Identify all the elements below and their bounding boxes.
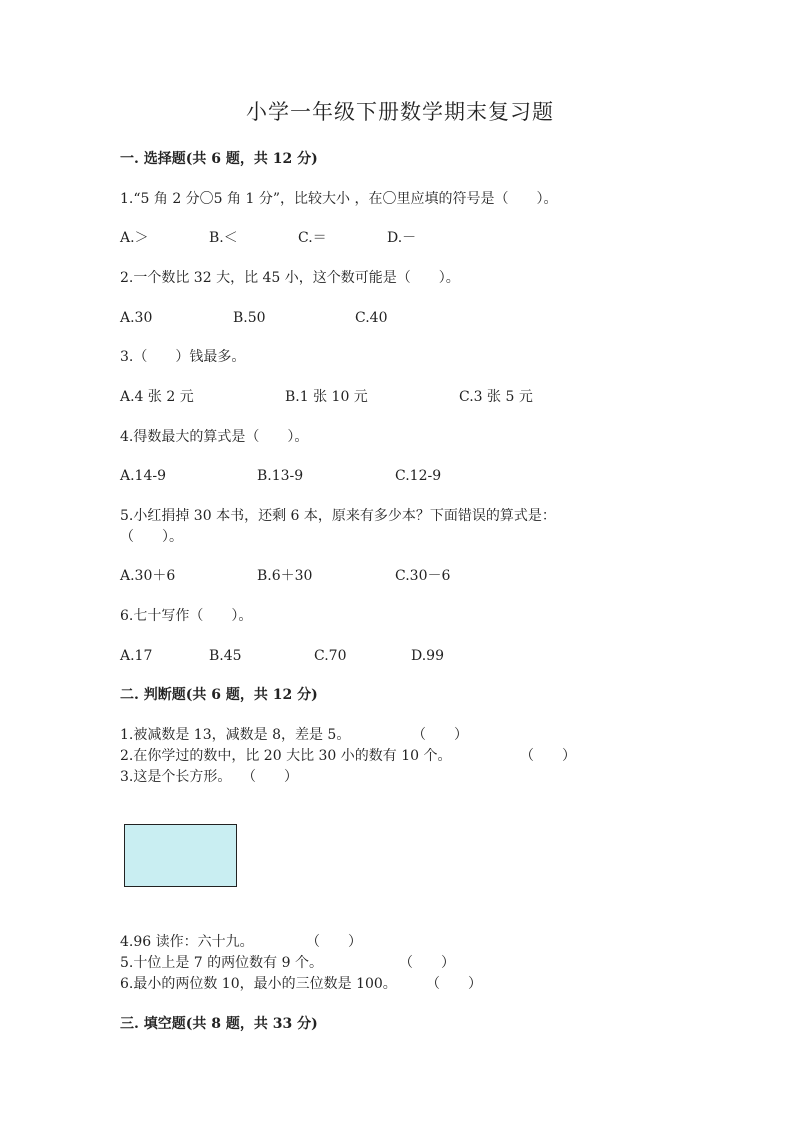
section-heading-fill-in: 三. 填空题(共 8 题，共 33 分) bbox=[120, 1016, 318, 1032]
judgment-item: 4.96 读作：六十九。 bbox=[120, 934, 254, 950]
question-text: 1.“5 角 2 分〇5 角 1 分”，比较大小 ，在〇里应填的符号是（ ）。 bbox=[120, 191, 558, 207]
page-title: 小学一年级下册数学期末复习题 bbox=[246, 100, 554, 124]
answer-paren: （ ） bbox=[306, 934, 362, 950]
judgment-item: 3.这是个长方形。 bbox=[120, 769, 232, 785]
judgment-item: 6.最小的两位数 10，最小的三位数是 100。 bbox=[120, 976, 397, 992]
option: C.3 张 5 元 bbox=[459, 389, 533, 405]
option: A.＞ bbox=[120, 230, 149, 246]
answer-paren: （ ） bbox=[399, 955, 455, 971]
section-heading-choice: 一. 选择题(共 6 题，共 12 分) bbox=[120, 151, 318, 167]
judgment-item: 5.十位上是 7 的两位数有 9 个。 bbox=[120, 955, 323, 971]
option: A.14-9 bbox=[120, 468, 167, 484]
option: C.70 bbox=[314, 648, 347, 664]
option: B.50 bbox=[233, 310, 266, 326]
option: C.40 bbox=[355, 310, 388, 326]
option: B.6＋30 bbox=[257, 568, 313, 584]
answer-paren: （ ） bbox=[412, 727, 468, 743]
option: D.－ bbox=[387, 230, 417, 246]
option: B.13-9 bbox=[257, 468, 304, 484]
answer-paren: （ ） bbox=[520, 748, 576, 764]
judgment-item: 2.在你学过的数中，比 20 大比 30 小的数有 10 个。 bbox=[120, 748, 452, 764]
question-text-continued: （ ）。 bbox=[120, 529, 183, 545]
option: B.＜ bbox=[209, 230, 238, 246]
question-text: 4.得数最大的算式是（ ）。 bbox=[120, 429, 309, 445]
section-heading-judgment: 二. 判断题(共 6 题，共 12 分) bbox=[120, 687, 318, 703]
answer-paren: （ ） bbox=[426, 976, 482, 992]
option: C.＝ bbox=[298, 230, 327, 246]
option: C.12-9 bbox=[395, 468, 442, 484]
option: B.1 张 10 元 bbox=[285, 389, 368, 405]
option: A.30 bbox=[120, 310, 153, 326]
option: A.4 张 2 元 bbox=[120, 389, 194, 405]
option: C.30－6 bbox=[395, 568, 451, 584]
question-text: 5.小红捐掉 30 本书，还剩 6 本，原来有多少本？下面错误的算式是： bbox=[120, 508, 556, 524]
judgment-item: 1.被减数是 13，减数是 8，差是 5。 bbox=[120, 727, 351, 743]
question-text: 3.（ ）钱最多。 bbox=[120, 349, 246, 365]
option: B.45 bbox=[209, 648, 242, 664]
option: D.99 bbox=[411, 648, 444, 664]
option: A.17 bbox=[120, 648, 153, 664]
option: A.30＋6 bbox=[120, 568, 176, 584]
question-text: 2.一个数比 32 大，比 45 小，这个数可能是（ ）。 bbox=[120, 270, 460, 286]
rectangle-figure bbox=[124, 824, 237, 887]
question-text: 6.七十写作（ ）。 bbox=[120, 608, 253, 624]
answer-paren: （ ） bbox=[242, 769, 298, 785]
